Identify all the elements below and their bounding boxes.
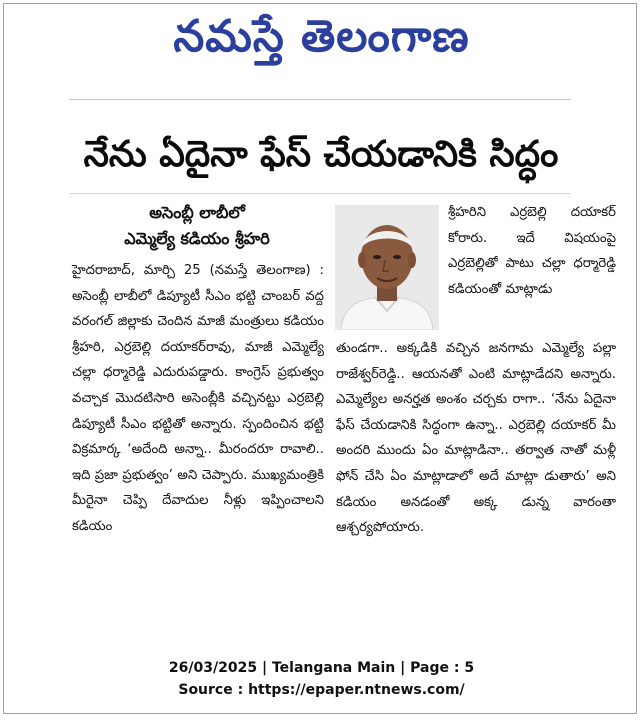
footer-source-url[interactable]: https://epaper.ntnews.com/ xyxy=(248,682,465,698)
article-headline: నేను ఏదైనా ఫేస్ చేయడానికి సిద్ధం xyxy=(83,134,559,175)
masthead-divider xyxy=(70,99,570,100)
subhead-line-1: అసెంబ్లీ లాబీలో xyxy=(149,203,245,222)
footer-edition: Telangana Main xyxy=(271,660,396,676)
headline-divider xyxy=(70,193,570,194)
portrait-illustration xyxy=(335,205,439,330)
footer-separator: | xyxy=(261,660,268,676)
article-column-left xyxy=(72,258,324,540)
body-text-right: తుండగా.. అక్కడికి వచ్చిన జనగామ ఎమ్మెల్యే పల్లా రాజేశ్వర్‌రెడ్డి.. ఆయనతో ఎంటి మాట్లాడేదని అన్నారు. ఎమ్మెల్యేల అనర్హత అంశం చర్చకు రాగా.. ‘నేను ఏదైనా ఫేస్ చేయడానికి సిద్ధంగా ఉన్నా.. ఎర్రబెల్లి దయాకర్ మీ అందరి ముందు ఏం మాట్లాడినా.. తర్వాత నాతో మళ్లీ ఫోన్ చేసి ఏం మాట్లాడాలో అదే మాట్లా డుతారు’ అని కడియం అనడంతో అక్క డున్న వారంతా ఆశ్చర్యపోయారు. xyxy=(336,341,616,536)
article-column-right xyxy=(336,336,616,541)
footer-page: Page : 5 xyxy=(410,660,475,676)
footer-date: 26/03/2025 xyxy=(168,660,258,676)
newspaper-masthead: నమస్తే తెలంగాణ xyxy=(173,11,470,62)
footer-publication-info xyxy=(0,657,643,679)
article-column-right-top xyxy=(448,200,616,302)
footer-separator-2: | xyxy=(400,660,406,676)
footer-source xyxy=(0,679,643,701)
body-text-left: హైదరాబాద్, మార్చి 25 (నమస్తే తెలంగాణ) : అసెంబ్లీ లాబీలో డిప్యూటీ సీఎం భట్టి చాంబర్ వద్ద వరంగల్ జిల్లాకు చెందిన మాజీ మంత్రులు కడియం శ్రీహరి, ఎర్రబెల్లి దయాకర్‌రావు, మాజీ ఎమ్మెల్యే చల్లా ధర్మారెడ్డి ఎదురుపడ్డారు. కాంగ్రెస్ ప్రభుత్వం వచ్చాక మొదటిసారి అసెంబ్లీకి వచ్చినట్టు ఎర్రబెల్లి డిప్యూటీ సీఎం భట్టితో అన్నారు. స్పందించిన భట్టి విక్రమార్క ‘అదేంది అన్నా.. మీరందరూ రావాలి.. ఇది ప్రజా ప్రభుత్వం’ అని చెప్పారు. ముఖ్యమంత్రికి మీరైనా చెప్పి దేవాదుల నీళ్లు ఇప్పించాలని కడియం xyxy=(72,263,324,534)
footer-source-label: Source : xyxy=(178,682,244,698)
portrait-photo xyxy=(335,205,439,330)
subhead-line-2: ఎమ్మెల్యే కడియం శ్రీహరి xyxy=(124,229,270,248)
article-subhead xyxy=(72,200,322,252)
body-text-right-top: శ్రీహరిని ఎర్రబెల్లి దయాకర్ కోరారు. ఇదే విషయంపై ఎర్రబెల్లితో పాటు చల్లా ధర్మారెడ్డి కడియంతో మాట్లాడు xyxy=(448,205,616,297)
